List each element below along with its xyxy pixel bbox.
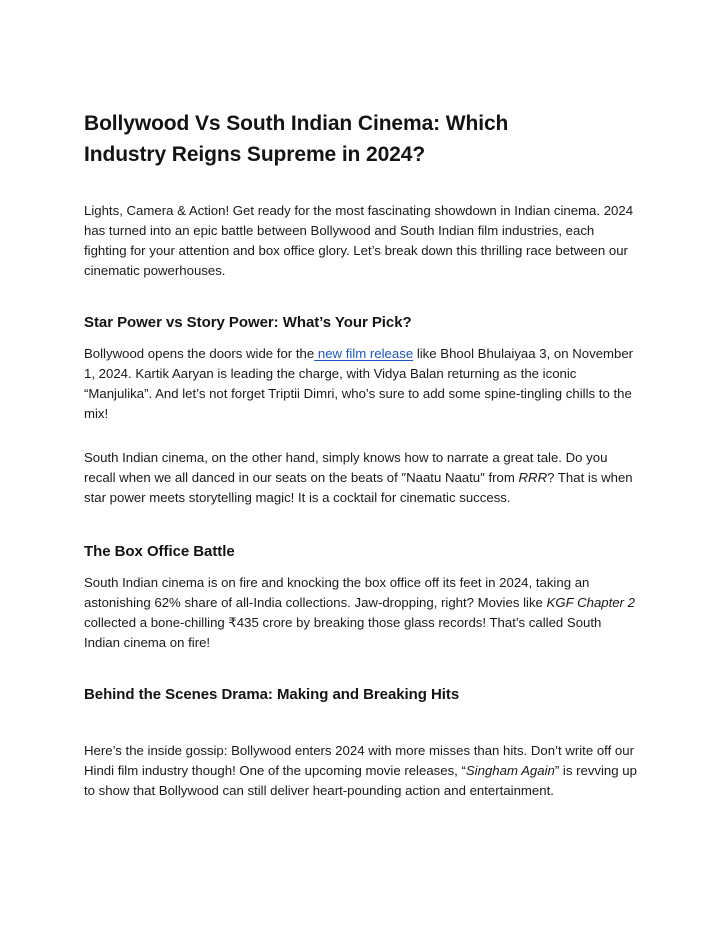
section-heading-star-power: Star Power vs Story Power: What’s Your Pick? <box>84 314 412 331</box>
film-title-singham-again: Singham Again <box>465 763 555 778</box>
new-film-release-link[interactable]: new film release <box>314 346 414 361</box>
text-after-italic: ? That is when star power meets storytelling magic! It is a cocktail for cinematic success. <box>84 470 633 505</box>
intro-paragraph: Lights, Camera & Action! Get ready for the most fascinating showdown in Indian cinema. 2024 has turned into an epic battle between Bollywood and South Indian film industries, each fighting for your attention and box office glory. Let’s break down this thrilling race between our cinematic powerhouses. <box>84 203 634 278</box>
text-before-italic: Here’s the inside gossip: Bollywood enters 2024 with more misses than hits. Don’t write off our Hindi film industry though! One of the upcoming movie releases, “ <box>84 743 634 778</box>
paragraph-box-office-1 <box>84 573 640 653</box>
text-before-link: Bollywood opens the doors wide for the <box>84 346 315 361</box>
film-title-kgf-chapter-2: KGF Chapter 2 <box>546 595 635 610</box>
section-heading-box-office: The Box Office Battle <box>84 543 235 560</box>
section-heading-behind-the-scenes: Behind the Scenes Drama: Making and Breaking Hits <box>84 686 460 703</box>
film-title-rrr: RRR <box>518 470 548 485</box>
text-after-italic: collected a bone-chilling ₹435 crore by breaking those glass records! That’s called South Indian cinema on fire! <box>84 615 602 650</box>
paragraph-star-power-1 <box>84 344 640 424</box>
paragraph-behind-the-scenes-1 <box>84 741 640 801</box>
text-before-italic: South Indian cinema is on fire and knocking the box office off its feet in 2024, taking an astonishing 62% share of all-India collections. Jaw-dropping, right? Movies like <box>84 575 590 610</box>
page-title: Bollywood Vs South Indian Cinema: Which Industry Reigns Supreme in 2024? <box>84 112 509 166</box>
paragraph-star-power-2 <box>84 448 640 508</box>
text-after-link: like Bhool Bhulaiyaa 3, on November 1, 2024. Kartik Aaryan is leading the charge, with Vidya Balan returning as the iconic “Manjulika”. And let’s not forget Triptii Dimri, who’s sure to add some spine-tingling chills to the mix! <box>84 346 634 421</box>
text-after-italic: ” is revving up to show that Bollywood can still deliver heart-pounding action and entertainment. <box>84 763 637 798</box>
text-before-italic: South Indian cinema, on the other hand, simply knows how to narrate a great tale. Do you recall when we all danced in our seats on the beats of ″Naatu Naatu″ from <box>84 450 608 485</box>
article-body <box>84 108 640 801</box>
